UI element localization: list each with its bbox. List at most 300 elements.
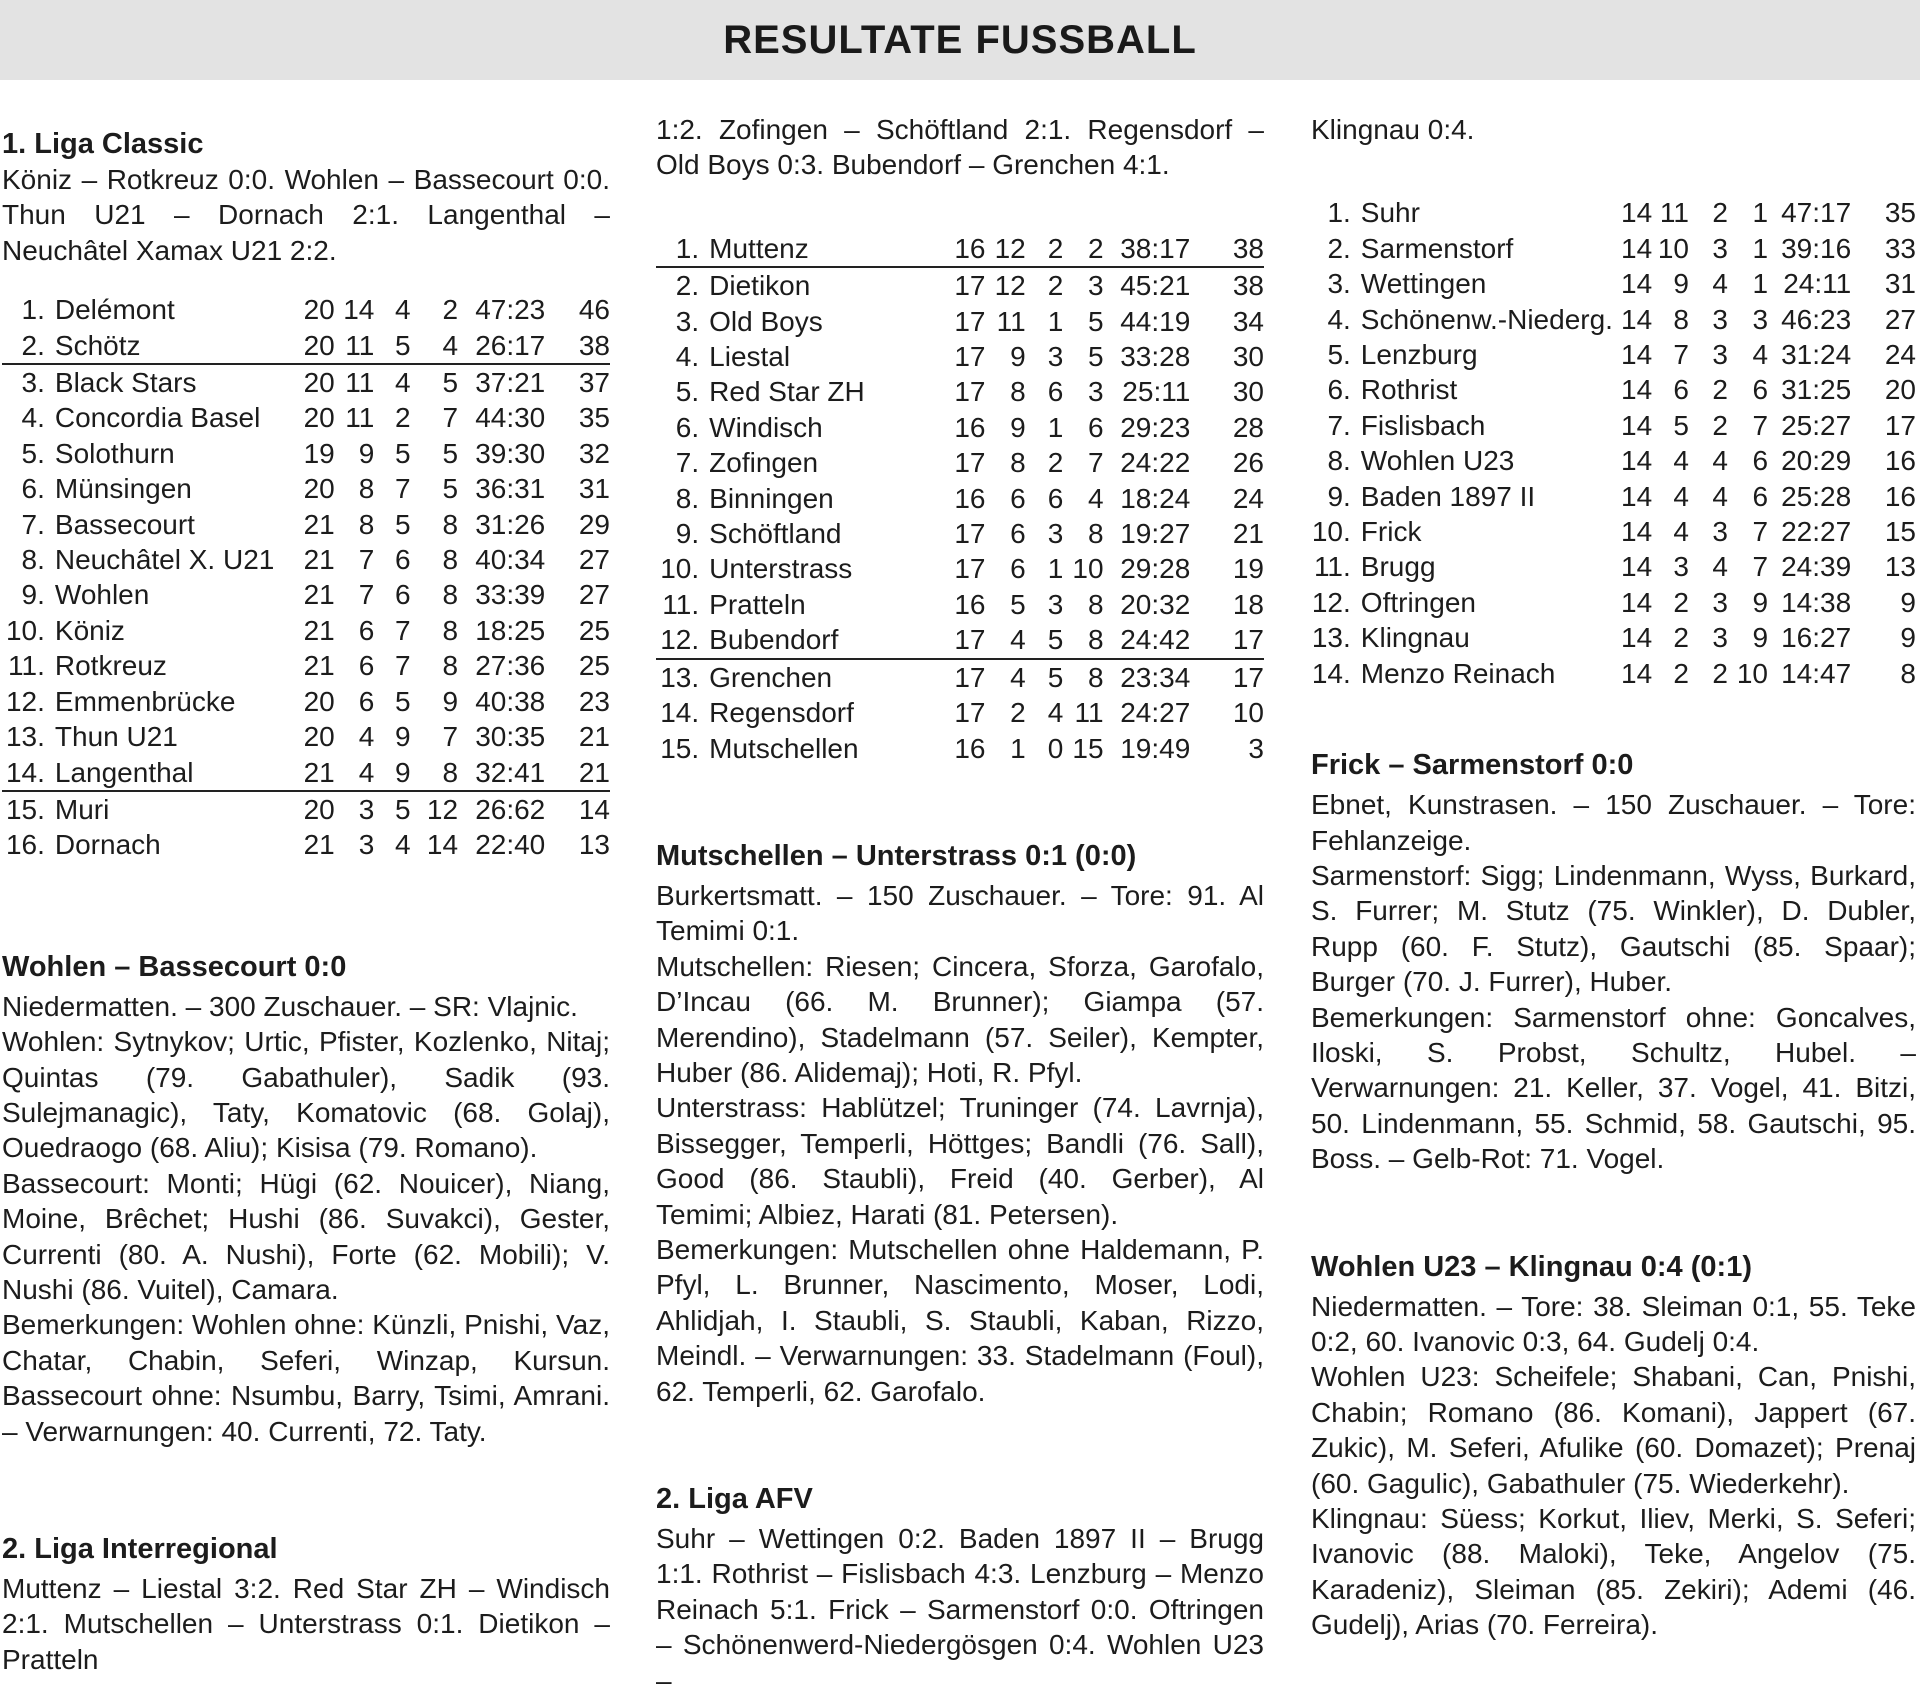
losses-cell: 8: [442, 650, 459, 682]
points-cell: 13: [1884, 551, 1916, 583]
wins-cell: 14: [343, 294, 375, 326]
games-cell: 14: [1621, 303, 1653, 335]
table-row: [2, 648, 610, 683]
draws-cell: 2: [1712, 657, 1728, 689]
points-cell: 16: [1884, 445, 1916, 477]
table-row: [2, 400, 610, 435]
rank-cell: 12.: [5, 685, 45, 717]
games-cell: 17: [954, 447, 986, 479]
goals-cell: 33:28: [1120, 341, 1191, 373]
draws-cell: 2: [1712, 409, 1728, 441]
table-row: [1311, 231, 1916, 266]
wins-cell: 6: [358, 650, 375, 682]
points-cell: 33: [1884, 232, 1916, 264]
team-cell: Old Boys: [709, 305, 823, 337]
draws-cell: 2: [1047, 447, 1064, 479]
table-row: [656, 231, 1264, 267]
draws-cell: 2: [395, 402, 411, 434]
points-cell: 27: [578, 579, 610, 611]
rank-cell: 1.: [656, 231, 709, 267]
points-cell: 13: [578, 829, 610, 861]
losses-cell: 9: [1752, 622, 1769, 654]
team-cell: Langenthal: [55, 755, 297, 791]
table-row: [2, 684, 610, 719]
draws-cell: 6: [395, 544, 411, 576]
games-cell: 14: [1621, 657, 1653, 689]
team-cell: Schötz: [55, 328, 297, 364]
losses-cell: 5: [442, 473, 459, 505]
rank-cell: 6.: [1327, 374, 1351, 406]
rank-cell: 1.: [21, 294, 45, 326]
team-cell: Münsingen: [54, 473, 192, 505]
goals-cell: 26:17: [458, 328, 545, 364]
games-cell: 20: [303, 294, 335, 326]
goals-cell: 25:27: [1781, 409, 1852, 441]
rank-cell: 2.: [1327, 232, 1351, 264]
team-cell: Mutschellen: [709, 732, 859, 764]
match-remarks: Bemerkungen: Wohlen ohne: Künzli, Pnishi, Vaz, Chatar, Chabin, Seferi, Winzap, Kursun. Bassecourt ohne: Nsumbu, Barry, Tsimi, Amrani. – Verwarnungen: 40. Currenti, 72. Taty.: [2, 1309, 610, 1447]
goals-cell: 47:23: [475, 294, 546, 326]
team-cell: Delémont: [54, 294, 175, 326]
table-row: [1311, 585, 1916, 620]
rank-cell: 9.: [675, 518, 700, 550]
team-cell: Wohlen: [54, 579, 150, 611]
table-row: [656, 659, 1264, 695]
losses-cell: 14: [426, 829, 459, 861]
goals-cell: 31:25: [1781, 374, 1852, 406]
losses-cell: 8: [411, 755, 458, 791]
goals-cell: 16:27: [1781, 622, 1852, 654]
losses-cell: 9: [442, 685, 459, 717]
draws-cell: 3: [1047, 588, 1064, 620]
team-cell: Binningen: [709, 482, 834, 514]
games-cell: 20: [303, 793, 335, 825]
games-cell: 14: [1621, 622, 1653, 654]
losses-cell: 1: [1752, 232, 1769, 264]
points-cell: 26: [1232, 447, 1264, 479]
rank-cell: 4.: [21, 402, 45, 434]
losses-cell: 2: [442, 294, 459, 326]
wins-cell: 5: [1673, 409, 1689, 441]
draws-cell: 7: [395, 614, 411, 646]
points-cell: 32: [578, 437, 610, 469]
goals-cell: 20:32: [1120, 588, 1191, 620]
losses-cell: 1: [1752, 268, 1769, 300]
team-cell: Pratteln: [709, 588, 806, 620]
wins-cell: 2: [1673, 622, 1689, 654]
rank-cell: 15.: [660, 732, 700, 764]
rank-cell: 9.: [1327, 480, 1351, 512]
table-row: [1311, 372, 1916, 407]
section-liga-classic: [2, 126, 610, 863]
points-cell: 25: [578, 650, 610, 682]
draws-cell: 5: [395, 685, 411, 717]
points-cell: 30: [1232, 341, 1264, 373]
wins-cell: 4: [335, 755, 375, 791]
table-row: [2, 791, 610, 827]
losses-cell: 8: [1088, 518, 1104, 550]
table-row: [2, 613, 610, 648]
draws-cell: 3: [1712, 339, 1728, 371]
team-cell: Rotkreuz: [54, 650, 167, 682]
rank-cell: 13.: [660, 661, 700, 693]
points-cell: 21: [1232, 518, 1264, 550]
games-cell: 17: [954, 697, 986, 729]
draws-cell: 3: [1712, 586, 1728, 618]
goals-cell: 14:47: [1781, 657, 1852, 689]
goals-cell: 14:38: [1781, 586, 1852, 618]
table-row: [1311, 514, 1916, 549]
games-cell: 14: [1621, 374, 1653, 406]
draws-cell: 2: [1712, 197, 1728, 229]
rank-cell: 3.: [21, 367, 45, 399]
goals-cell: 36:31: [475, 473, 546, 505]
team-cell: Menzo Reinach: [1360, 657, 1556, 689]
points-cell: 24: [1884, 339, 1916, 371]
draws-cell: 1: [1047, 411, 1064, 443]
goals-cell: 27:36: [475, 650, 546, 682]
rank-cell: 7.: [1327, 409, 1351, 441]
section-liga-interregional: [2, 1531, 610, 1677]
match-report-mutschellen-unterstrass: [656, 838, 1264, 1409]
lineup-sarmenstorf: Sarmenstorf: Sigg; Lindenmann, Wyss, Burkard, S. Furrer; M. Stutz (75. Winkler), D. Dubler, Rupp (60. F. Stutz), Gautschi (85. Spaar); Burger (70. J. Furrer), Huber.: [1311, 859, 1916, 998]
points-cell: 3: [1248, 732, 1264, 764]
wins-cell: 6: [358, 685, 375, 717]
losses-cell: 1: [1752, 197, 1769, 229]
draws-cell: 3: [1712, 516, 1728, 548]
table-row: [2, 542, 610, 577]
points-cell: 23: [578, 685, 610, 717]
draws-cell: 4: [1712, 268, 1728, 300]
wins-cell: 4: [1673, 445, 1689, 477]
wins-cell: 6: [1010, 553, 1026, 585]
lineup-bassecourt: Bassecourt: Monti; Hügi (62. Nouicer), Niang, Moine, Brêchet; Hushi (86. Suvakci), Gester, Currenti (80. A. Nushi), Forte (62. Mobili); V. Nushi (86. Vuitel), Camara.: [2, 1167, 610, 1305]
goals-cell: 45:21: [1120, 270, 1191, 302]
games-cell: 14: [1621, 339, 1653, 371]
team-cell: Emmenbrücke: [54, 685, 236, 717]
losses-cell: 7: [442, 721, 459, 753]
goals-cell: 29:28: [1120, 553, 1191, 585]
points-cell: 20: [1884, 374, 1916, 406]
rank-cell: 3.: [1327, 268, 1351, 300]
wins-cell: 9: [358, 437, 375, 469]
games-cell: 21: [303, 614, 335, 646]
rank-cell: 3.: [675, 305, 700, 337]
games-cell: 16: [954, 411, 986, 443]
games-cell: 14: [1621, 586, 1653, 618]
points-cell: 27: [1884, 303, 1916, 335]
team-cell: Liestal: [709, 341, 791, 373]
goals-cell: 30:35: [475, 721, 546, 753]
rank-cell: 2.: [2, 328, 55, 364]
team-cell: Muri: [54, 793, 110, 825]
section-liga-afv: [656, 1481, 1264, 1698]
points-cell: 35: [578, 402, 610, 434]
games-cell: 14: [1621, 516, 1653, 548]
goals-cell: 18:25: [475, 614, 546, 646]
rank-cell: 11.: [8, 650, 45, 682]
draws-cell: 5: [395, 793, 411, 825]
games-cell: 17: [954, 553, 986, 585]
draws-cell: 3: [1047, 518, 1064, 550]
losses-cell: 7: [1088, 447, 1104, 479]
draws-cell: 4: [1712, 551, 1728, 583]
rank-cell: 5.: [675, 376, 700, 408]
points-cell: 29: [578, 508, 610, 540]
column-2: [656, 112, 1264, 1698]
draws-cell: 7: [395, 473, 411, 505]
games-cell: 21: [303, 579, 335, 611]
table-row: [1311, 337, 1916, 372]
draws-cell: 3: [1712, 232, 1728, 264]
wins-cell: 3: [1673, 551, 1689, 583]
rank-cell: 10.: [5, 614, 45, 646]
draws-cell: 3: [1712, 303, 1728, 335]
losses-cell: 3: [1088, 376, 1104, 408]
draws-cell: 9: [395, 721, 411, 753]
games-cell: 19: [303, 437, 335, 469]
games-cell: 17: [954, 305, 986, 337]
games-cell: 21: [303, 508, 335, 540]
team-cell: Regensdorf: [709, 697, 854, 729]
match-venue: Niedermatten. – 300 Zuschauer. – SR: Vlajnic.: [2, 990, 578, 1022]
games-cell: 14: [1621, 268, 1653, 300]
wins-cell: 4: [986, 622, 1026, 658]
points-cell: 19: [1232, 553, 1264, 585]
losses-cell: 15: [1072, 732, 1104, 764]
points-cell: 17: [1232, 661, 1264, 693]
rank-cell: 11.: [1313, 551, 1351, 583]
points-cell: 35: [1884, 197, 1916, 229]
results-text-part1: Muttenz – Liestal 3:2. Red Star ZH – Windisch 2:1. Mutschellen – Unterstrass 0:1. Dietikon – Pratteln: [2, 1573, 610, 1675]
goals-cell: 37:21: [475, 367, 546, 399]
draws-cell: 5: [395, 508, 411, 540]
games-cell: 14: [1621, 232, 1653, 264]
losses-cell: 2: [1063, 231, 1103, 267]
rank-cell: 4.: [675, 341, 700, 373]
section-title: 2. Liga AFV: [656, 1483, 813, 1515]
points-cell: 17: [1190, 622, 1264, 658]
table-row: [1311, 443, 1916, 478]
table-row: [2, 436, 610, 471]
wins-cell: 8: [1673, 303, 1689, 335]
losses-cell: 8: [1088, 661, 1104, 693]
wins-cell: 9: [1010, 341, 1026, 373]
match-title: Wohlen – Bassecourt 0:0: [2, 950, 347, 983]
points-cell: 16: [1884, 480, 1916, 512]
goals-cell: 33:39: [475, 579, 546, 611]
games-cell: 21: [303, 544, 335, 576]
games-cell: 14: [1621, 480, 1653, 512]
draws-cell: 4: [395, 294, 411, 326]
draws-cell: 3: [1047, 341, 1064, 373]
table-row: [656, 551, 1264, 586]
losses-cell: 11: [1074, 697, 1104, 729]
games-cell: 16: [954, 482, 986, 514]
table-row: [2, 471, 610, 506]
wins-cell: 6: [358, 614, 375, 646]
wins-cell: 6: [1673, 374, 1689, 406]
games-cell: 17: [954, 661, 986, 693]
losses-cell: 7: [1752, 551, 1769, 583]
draws-cell: 5: [1026, 622, 1064, 658]
draws-cell: 2: [1026, 231, 1064, 267]
games-cell: 20: [303, 473, 335, 505]
losses-cell: 12: [426, 793, 459, 825]
rank-cell: 8.: [1327, 445, 1351, 477]
goals-cell: 31:24: [1781, 339, 1852, 371]
match-title: Frick – Sarmenstorf 0:0: [1311, 749, 1634, 782]
rank-cell: 5.: [21, 437, 45, 469]
rank-cell: 6.: [675, 411, 700, 443]
goals-cell: 38:17: [1104, 231, 1191, 267]
table-row: [1311, 620, 1916, 655]
table-row: [656, 374, 1264, 409]
rank-cell: 6.: [21, 473, 45, 505]
goals-cell: 20:29: [1781, 445, 1852, 477]
losses-cell: 4: [1752, 339, 1769, 371]
team-cell: Brugg: [1360, 551, 1436, 583]
team-cell: Unterstrass: [709, 553, 853, 585]
goals-cell: 24:42: [1104, 622, 1191, 658]
draws-cell: 4: [395, 367, 411, 399]
team-cell: Fislisbach: [1360, 409, 1486, 441]
table-row: [1311, 195, 1916, 230]
rank-cell: 5.: [1327, 339, 1351, 371]
points-cell: 14: [578, 793, 610, 825]
points-cell: 21: [578, 721, 610, 753]
goals-cell: 47:17: [1781, 197, 1852, 229]
wins-cell: 4: [1673, 480, 1689, 512]
losses-cell: 6: [1752, 374, 1769, 406]
table-row: [656, 695, 1264, 730]
games-cell: 17: [954, 270, 986, 302]
team-cell: Concordia Basel: [54, 402, 261, 434]
table-row: [1311, 549, 1916, 584]
goals-cell: 40:38: [475, 685, 546, 717]
games-cell: 16: [952, 231, 986, 267]
team-cell: Windisch: [709, 411, 823, 443]
table-row: [656, 339, 1264, 374]
draws-cell: 4: [1047, 697, 1064, 729]
match-report-frick-sarmenstorf: [1311, 747, 1916, 1176]
rank-cell: 12.: [656, 622, 709, 658]
page-title: RESULTATE FUSSBALL: [723, 17, 1197, 62]
team-cell: Thun U21: [54, 721, 178, 753]
games-cell: 17: [952, 622, 986, 658]
points-cell: 38: [545, 328, 610, 364]
draws-cell: 5: [374, 328, 410, 364]
losses-cell: 10: [1736, 657, 1769, 689]
match-venue: Ebnet, Kunstrasen. – 150 Zuschauer. – Tore: Fehlanzeige.: [1311, 789, 1916, 856]
table-row: [1311, 408, 1916, 443]
goals-cell: 18:24: [1120, 482, 1191, 514]
points-cell: 9: [1900, 586, 1916, 618]
table-row: [656, 267, 1264, 303]
wins-cell: 11: [345, 402, 375, 434]
draws-cell: 4: [1712, 445, 1728, 477]
results-text-part2: Klingnau 0:4.: [1311, 114, 1475, 145]
goals-cell: 24:39: [1781, 551, 1852, 583]
losses-cell: 6: [1088, 411, 1104, 443]
losses-cell: 5: [442, 367, 459, 399]
wins-cell: 6: [1010, 482, 1026, 514]
goals-cell: 44:30: [475, 402, 546, 434]
draws-cell: 6: [1047, 376, 1064, 408]
losses-cell: 5: [442, 437, 459, 469]
points-cell: 25: [578, 614, 610, 646]
rank-cell: 7.: [675, 447, 700, 479]
goals-cell: 24:22: [1120, 447, 1191, 479]
rank-cell: 13.: [1311, 622, 1351, 654]
rank-cell: 14.: [2, 755, 55, 791]
rank-cell: 16.: [5, 829, 45, 861]
match-title: Mutschellen – Unterstrass 0:1 (0:0): [656, 839, 1137, 872]
points-cell: 8: [1900, 657, 1916, 689]
team-cell: Grenchen: [709, 661, 833, 693]
rank-cell: 2.: [675, 270, 700, 302]
wins-cell: 9: [1673, 268, 1689, 300]
goals-cell: 39:16: [1781, 232, 1852, 264]
draws-cell: 1: [1047, 553, 1064, 585]
lineup-wohlen: Wohlen: Sytnykov; Urtic, Pfister, Kozlenko, Nitaj; Quintas (79. Gabathuler), Sadik (93. Sulejmanagic), Taty, Komatovic (68. Golaj), Ouedraogo (68. Aliu); Kisisa (79. Romano).: [2, 1026, 610, 1164]
losses-cell: 7: [1752, 409, 1769, 441]
table-row: [1311, 302, 1916, 337]
team-cell: Zofingen: [709, 447, 819, 479]
match-title: Wohlen U23 – Klingnau 0:4 (0:1): [1311, 1250, 1752, 1283]
goals-cell: 40:34: [475, 544, 546, 576]
rank-cell: 11.: [662, 588, 700, 620]
losses-cell: 3: [1088, 270, 1104, 302]
games-cell: 20: [303, 367, 335, 399]
wins-cell: 7: [358, 579, 375, 611]
table-row: [656, 622, 1264, 658]
games-cell: 16: [954, 732, 986, 764]
rank-cell: 14.: [1311, 657, 1351, 689]
standings-table: [656, 231, 1264, 766]
goals-cell: 29:23: [1120, 411, 1191, 443]
games-cell: 20: [303, 402, 335, 434]
wins-cell: 12: [986, 231, 1026, 267]
games-cell: 16: [954, 588, 986, 620]
wins-cell: 4: [1010, 661, 1026, 693]
goals-cell: 22:40: [475, 829, 546, 861]
team-cell: Sarmenstorf: [1360, 232, 1514, 264]
points-cell: 17: [1884, 409, 1916, 441]
goals-cell: 46:23: [1781, 303, 1852, 335]
team-cell: Frick: [1360, 516, 1422, 548]
team-cell: Lenzburg: [1360, 339, 1478, 371]
draws-cell: 1: [1047, 305, 1064, 337]
wins-cell: 3: [358, 829, 375, 861]
lineup-wohlen-u23: Wohlen U23: Scheifele; Shabani, Can, Pnishi, Chabin; Romano (86. Komani), Jappert (67. Zukic), M. Seferi, Afulike (60. Domazet); Prenaj (60. Gagulic), Gabathuler (75. Wiederkehr).: [1311, 1361, 1916, 1499]
section-title: 2. Liga Interregional: [2, 1533, 278, 1565]
rank-cell: 10.: [1311, 516, 1351, 548]
team-cell: Wohlen U23: [1360, 445, 1515, 477]
points-cell: 28: [1232, 411, 1264, 443]
losses-cell: 8: [442, 614, 459, 646]
points-cell: 38: [1232, 270, 1264, 302]
match-venue: Burkertsmatt. – 150 Zuschauer. – Tore: 91. Al Temimi 0:1.: [656, 879, 1264, 947]
losses-cell: 8: [1088, 588, 1104, 620]
goals-cell: 32:41: [458, 755, 545, 791]
section-title: 1. Liga Classic: [2, 128, 204, 160]
losses-cell: 6: [1752, 480, 1769, 512]
draws-cell: 0: [1047, 732, 1064, 764]
games-cell: 21: [303, 829, 335, 861]
points-cell: 34: [1232, 305, 1264, 337]
goals-cell: 39:30: [475, 437, 546, 469]
